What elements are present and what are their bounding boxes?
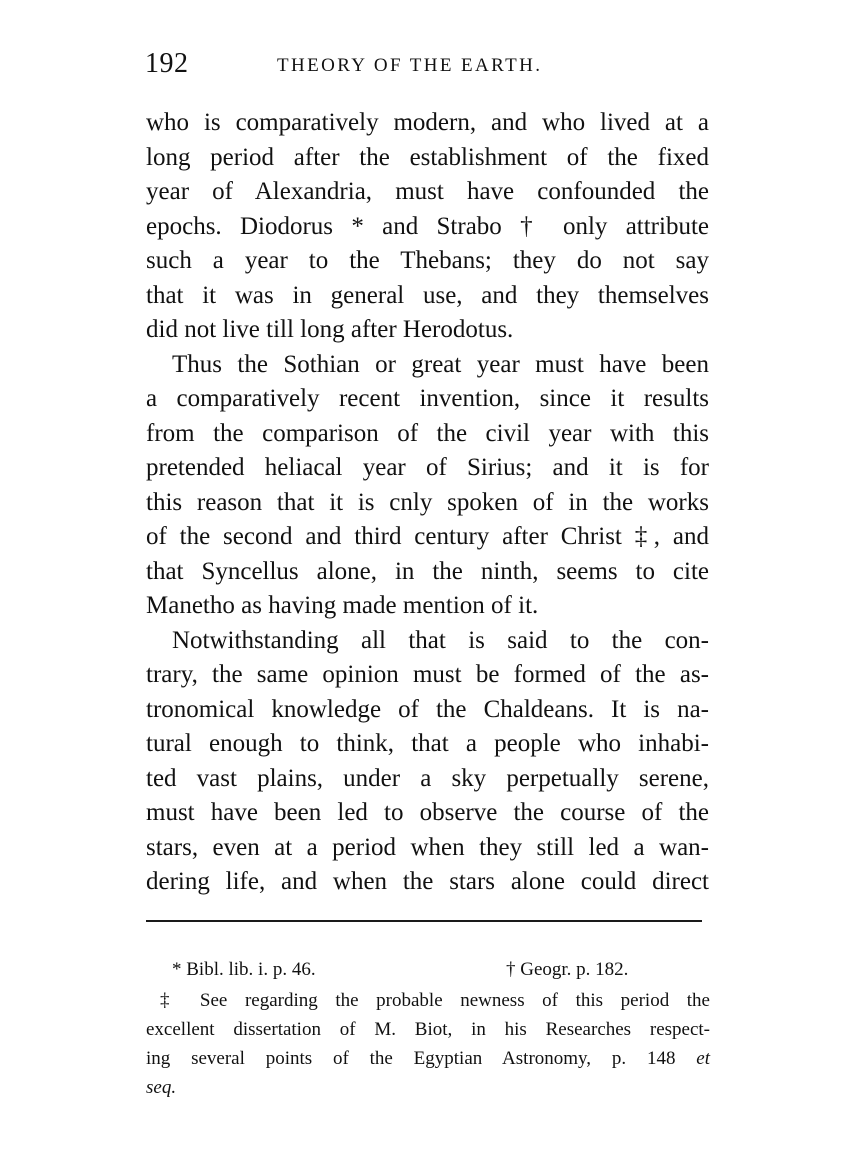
footnote-star: * Bibl. lib. i. p. 46. — [172, 959, 316, 980]
footnote-rule — [146, 920, 702, 922]
text-line: Manetho as having made mention of it. — [146, 592, 539, 619]
footnote-row — [146, 954, 710, 986]
footnote-ddagger-line: seq. — [146, 1077, 177, 1098]
page-number: 192 — [145, 48, 189, 79]
text-line: pretended heliacal year of Sirius; and it is for — [146, 454, 709, 481]
text-line: from the comparison of the civil year with this — [146, 419, 709, 447]
text-line: this reason that it is cnly spoken of in the works — [146, 488, 709, 516]
footnote-ddagger-line: ‡ See regarding the probable newness of this period the — [160, 990, 710, 1011]
text-line: stars, even at a period when they still led a wan- — [146, 833, 709, 861]
text-line: tronomical knowledge of the Chaldeans. It is na- — [146, 695, 709, 723]
text-line: did not live till long after Herodotus. — [146, 316, 514, 343]
text-line: that Syncellus alone, in the ninth, seems to cite — [146, 557, 709, 585]
text-line: who is comparatively modern, and who lived at a — [146, 109, 709, 136]
text-line: such a year to the Thebans; they do not say — [146, 247, 709, 274]
text-line: epochs. Diodorus * and Strabo † only attribute — [146, 212, 709, 240]
footnote-italic-et: et — [696, 1048, 710, 1069]
text-line: long period after the establishment of the fixed — [146, 143, 709, 171]
text-line: ted vast plains, under a sky perpetually serene, — [146, 764, 709, 792]
footnote-dagger: † Geogr. p. 182. — [506, 959, 629, 980]
text-line: a comparatively recent invention, since it results — [146, 385, 709, 412]
text-line: tural enough to think, that a people who inhabi- — [146, 730, 709, 757]
running-title: THEORY OF THE EARTH. — [277, 55, 543, 76]
text-line: of the second and third century after Christ ‡, and — [146, 523, 709, 550]
text-line: trary, the same opinion must be formed of the as- — [146, 661, 709, 688]
text-line: Notwithstanding all that is said to the con- — [172, 626, 709, 654]
text-line: Thus the Sothian or great year must have been — [172, 350, 709, 378]
text-line: that it was in general use, and they themselves — [146, 281, 709, 309]
body-text — [146, 106, 709, 900]
footnotes — [146, 954, 710, 1102]
running-head — [145, 48, 715, 88]
footnote-ddagger-text: ing several points of the Egyptian Astronomy, p. 148 — [146, 1048, 676, 1069]
footnote-ddagger-line-with-italic — [146, 1044, 710, 1073]
text-line: year of Alexandria, must have confounded the — [146, 178, 709, 205]
text-line: dering life, and when the stars alone could direct — [146, 868, 709, 895]
footnote-ddagger-line: excellent dissertation of M. Biot, in his Researches respect- — [146, 1019, 710, 1040]
text-line: must have been led to observe the course of the — [146, 799, 709, 826]
